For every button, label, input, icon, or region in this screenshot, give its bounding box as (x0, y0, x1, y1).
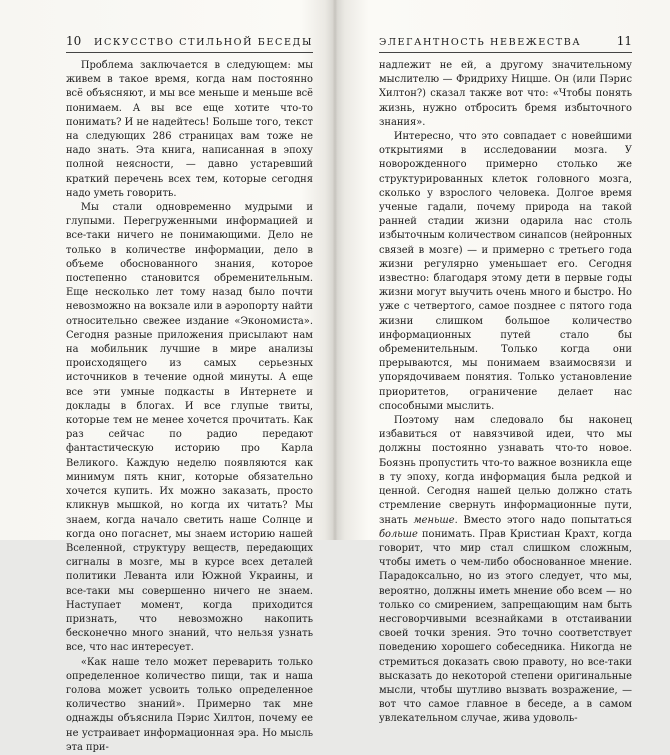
left-page-header (66, 34, 313, 53)
right-page (335, 0, 670, 725)
right-paragraph-3-part-1: Поэтому нам следовало бы наконец избавиться от навязчивой идеи, что мы должны постоянно узнавать что-то новое. Боязнь пропустить что-то важное возникла еще в ту эпоху, когда информация была редкой и ценной. Сегодня нашей целью должно стать стремление свернуть информационные пути, знать (379, 415, 632, 526)
right-paragraph-3-part-3: понимать. Прав Кристиан Крахт, когда говорит, что мир стал слишком сложным, чтобы иметь о чем-либо обоснованное мнение. Парадоксально, но из этого следует, что мы, вероятно, должны иметь мнение обо всем — но только со смирением, запрещающим нам быть несговорчивыми всезнайками в отстаивании своей точки зрения. Это точно соответствует поведению хорошего собеседника. Никогда не стремиться доказать свою правоту, но все-таки высказать до некоторой степени оригинальные мысли, чтобы шутливо вызвать возражение, — вот что самое главное в беседе, а в самом увлекательном случае, жива удоволь- (379, 528, 632, 725)
right-paragraph-3 (379, 414, 632, 726)
left-page-number: 10 (66, 34, 82, 48)
right-running-head: ЭЛЕГАНТНОСТЬ НЕВЕЖЕСТВА (379, 37, 582, 48)
right-paragraph-continuation: надлежит не ей, а другому значительному мыслителю — Фридриху Ницше. Он (или Пэрис Хилтон?) сказал также вот что: «Чтобы понять жизнь, нужно отбросить бремя избыточного знания». (379, 60, 632, 128)
right-page-number: 11 (616, 34, 632, 48)
left-paragraph-2: Мы стали одновременно мудрыми и глупыми. Перегруженными информацией и все-таки ничего не понимающими. Дело не только в количестве информации, дело в объеме обоснованного знания, которое постепенно становится обременительным. Еще несколько лет тому назад было почти невозможно на вокзале или в аэропорту найти относительно свежее издание «Экономиста». Сегодня разные приложения присылают нам на мобильник лучшие в мире анализы происходящего из самых серьезных источников в течение одной минуты. А еще все эти умные подкасты в Интернете и доклады в блогах. И все глупые твиты, которые тем не менее хочется прочитать. Как раз сейчас по радио передают фантастическую историю про Карла Великого. Каждую неделю появляются как минимум пять книг, которые обязательно хочется купить. Их можно заказать, просто кликнув мышкой, но когда их читать? Мы знаем, когда начало светить наше Солнце и когда оно погаснет, мы знаем историю нашей Вселенной, структуру веществ, передающих сигналы в мозге, мы в курсе всех деталей политики Леванта или Южной Украины, и все-таки мы совершенно ничего не знаем. Наступает момент, когда приходится признать, что невозможно накопить бесконечно много знаний, что нельзя узнать все, что нас интересует. (66, 202, 313, 654)
emphasis-more: больше (379, 528, 418, 540)
left-page-body (66, 59, 313, 755)
right-page-header (379, 34, 632, 53)
right-paragraph-2: Интересно, что это совпадает с новейшими открытиями в исследовании мозга. У новорожденного примерно столько же структурированных клеток головного мозга, сколько у взрослого человека. Долгое время ученые гадали, почему природа на такой ранней стадии жизни одарила нас столь избыточным количеством синапсов (нейронных связей в мозге) — и примерно с третьего года жизни регулярно уменьшает его. Сегодня известно: благодаря этому дети в первые годы жизни могут выучить очень много и быстро. Но уже с четвертого, самое позднее с пятого года жизни слишком большое количество информационных путей стало бы обременительным. Только когда они прерываются, мы понимаем взаимосвязи и упорядочиваем понятия. Только установление приоритетов, ограничение делает нас способными мыслить. (379, 131, 632, 412)
left-page (0, 0, 335, 753)
right-paragraph-3-part-2: . Вместо этого надо попытаться (454, 514, 632, 526)
right-page-body (379, 59, 632, 727)
left-running-head: ИСКУССТВО СТИЛЬНОЙ БЕСЕДЫ (94, 37, 313, 48)
left-paragraph-1: Проблема заключается в следующем: мы живем в такое время, когда нам постоянно всё объясняют, и мы все меньше и меньше всё понимаем. А вы все еще хотите что-то понимать? И не надейтесь! Больше того, текст на следующих 286 страницах вам тоже не надо знать. Эта книга, написанная в эпоху полной неясности, — давно устаревший краткий перечень всех тем, которые сегодня надо уметь говорить. (66, 60, 313, 199)
left-paragraph-3: «Как наше тело может переварить только определенное количество пищи, так и наша голова может усвоить только определенное количество знаний». Примерно так мне однажды объяснила Пэрис Хилтон, почему ее не устраивает информационная эра. Но мысль эта при- (66, 656, 313, 753)
emphasis-less: меньше (413, 514, 455, 526)
